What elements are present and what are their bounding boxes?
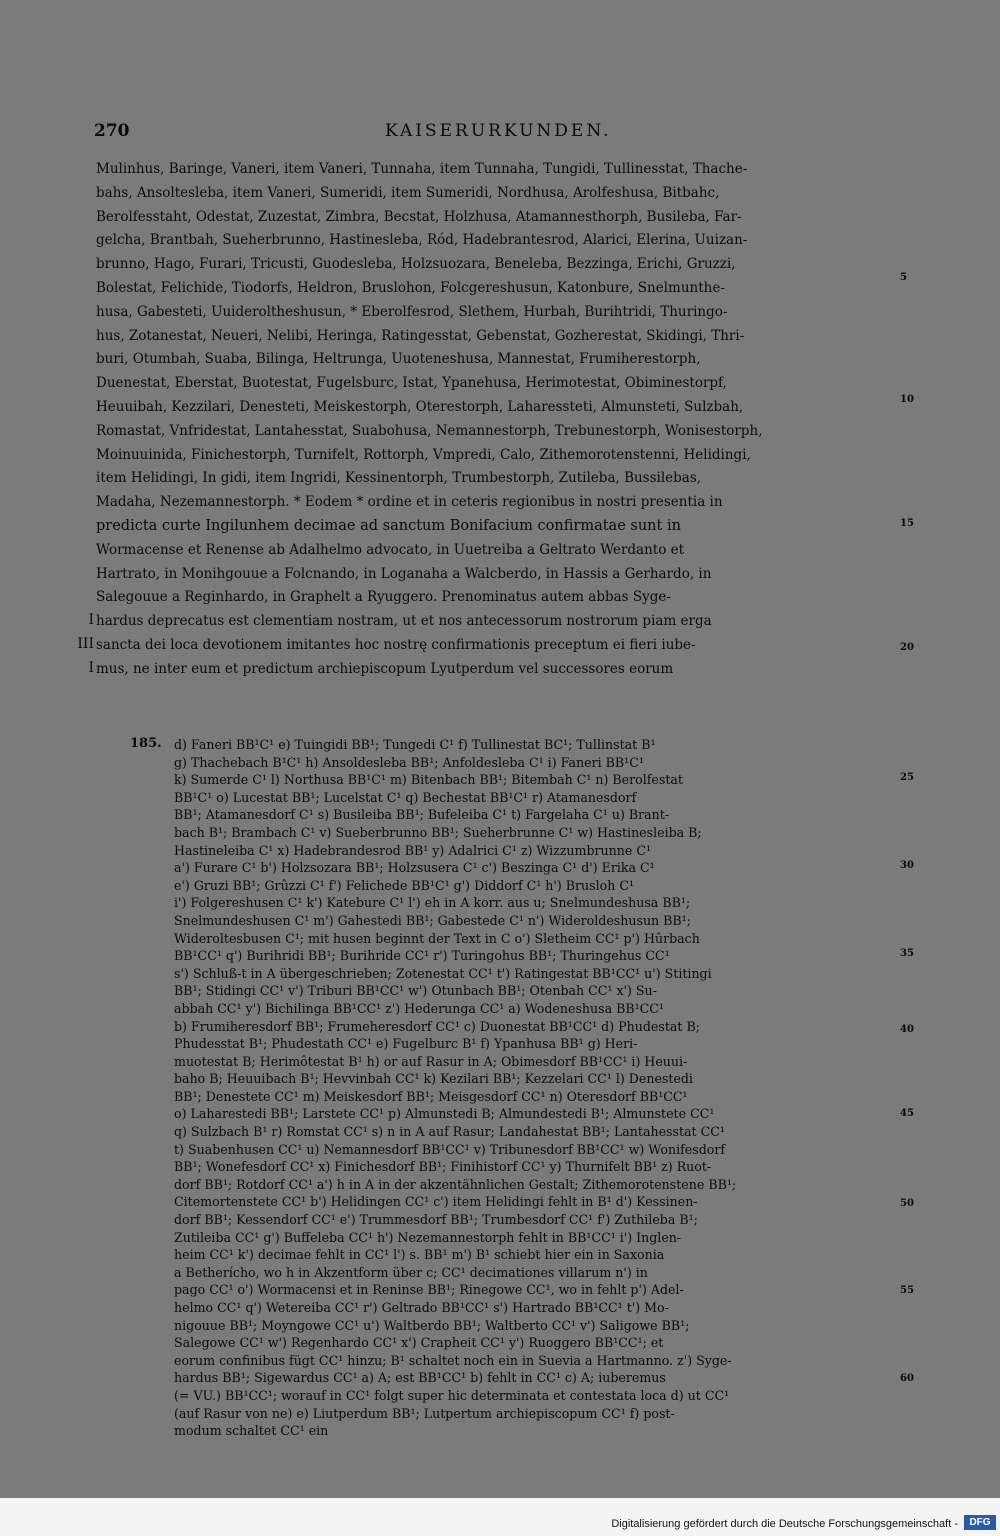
- line-number: 40: [900, 1024, 914, 1035]
- footnote-line: a Betherícho, wo h in Akzentform über c; CC¹ decimationes villarum n') in: [174, 1264, 648, 1280]
- footnote-line: hardus BB¹; Sigewardus CC¹ a) A; est BB¹CC¹ b) fehlt in CC¹ c) A; iuberemus: [174, 1370, 666, 1386]
- footnote-line: modum schaltet CC¹ ein: [174, 1423, 329, 1439]
- dfg-credit: Digitalisierung gefördert durch die Deutsche Forschungsgemeinschaft -: [611, 1518, 958, 1530]
- text-line: bahs, Ansoltesleba, item Vaneri, Sumeridi, item Sumeridi, Nordhusa, Arolfeshusa, Bitbahc,: [96, 184, 720, 201]
- line-number: 20: [900, 642, 914, 653]
- line-number: 55: [900, 1285, 914, 1296]
- footnote-line: abbah CC¹ y') Bichilinga BB¹CC¹ z') Hederunga CC¹ a) Wodeneshusa BB¹CC¹: [174, 1000, 664, 1016]
- footnote-line: Zutileiba CC¹ g') Buffeleba CC¹ h') Nezemannestorph fehlt in BB¹CC¹ i') Inglen-: [174, 1229, 682, 1245]
- line-number: 60: [900, 1373, 914, 1384]
- line-number: 10: [900, 394, 914, 405]
- footnote-line: (= VU.) BB¹CC¹; worauf in CC¹ folgt super hic determinata et contestata loca d) ut CC¹: [174, 1387, 730, 1403]
- text-line: gelcha, Brantbah, Sueherbrunno, Hastinesleba, Ród, Hadebrantesrod, Alarici, Elerina, Uuizan-: [96, 232, 748, 249]
- footnote-line: bach B¹; Brambach C¹ v) Sueberbrunno BB¹; Sueherbrunne C¹ w) Hastinesleiba B;: [174, 824, 702, 840]
- margin-note-left: I: [88, 660, 94, 676]
- text-line: sancta dei loca devotionem imitantes hoc nostrę confirmationis preceptum ei fieri iube-: [96, 636, 696, 653]
- line-number: 25: [900, 772, 914, 783]
- footnote-line: nigouue BB¹; Moyngowe CC¹ u') Waltberdo BB¹; Waltberto CC¹ v') Saligowe BB¹;: [174, 1317, 690, 1333]
- text-line: Wormacense et Renense ab Adalhelmo advocato, in Uuetreiba a Geltrato Werdanto et: [96, 541, 685, 558]
- footnote-line: BB¹; Denestete CC¹ m) Meiskesdorf BB¹; Meisgesdorf CC¹ n) Oteresdorf BB¹CC¹: [174, 1088, 688, 1104]
- line-number: 35: [900, 948, 914, 959]
- text-line: Duenestat, Eberstat, Buotestat, Fugelsburc, Istat, Ypanehusa, Herimotestat, Obiminestorpf,: [96, 375, 727, 392]
- running-title: KAISERURKUNDEN.: [385, 121, 612, 141]
- footnote-line: Wideroltesbusen C¹; mit husen beginnt der Text in C o') Sletheim CC¹ p') Hûrbach: [174, 930, 700, 946]
- text-line: Hartrato, in Monihgouue a Folcnando, in Loganaha a Walcberdo, in Hassis a Gerhardo, in: [96, 565, 712, 582]
- footnote-line: helmo CC¹ q') Wetereiba CC¹ r') Geltrado BB¹CC¹ s') Hartrado BB¹CC¹ t') Mo-: [174, 1300, 669, 1315]
- footnote-line: Phudesstat B¹; Phudestath CC¹ e) Fugelburc B¹ f) Ypanhusa BB¹ g) Heri-: [174, 1036, 638, 1052]
- text-line: predicta curte Ingilunhem decimae ad sanctum Bonifacium confirmatae sunt in: [96, 517, 681, 534]
- line-number: 45: [900, 1108, 914, 1119]
- text-line: hardus deprecatus est clementiam nostram, ut et nos antecessorum nostrorum piam erga: [96, 613, 712, 630]
- text-line: brunno, Hago, Furari, Tricusti, Guodesleba, Holzsuozara, Beneleba, Bezzinga, Erichi, Gruzzi,: [96, 256, 736, 273]
- text-line: Madaha, Nezemannestorph. * Eodem * ordine et in ceteris regionibus in nostri presentia in: [96, 494, 723, 511]
- footnotes-block: [174, 736, 896, 1440]
- footnote-line: g) Thachebach B¹C¹ h) Ansoldesleba BB¹; Anfoldesleba C¹ i) Faneri BB¹C¹: [174, 754, 644, 770]
- footnote-line: BB¹; Atamanesdorf C¹ s) Busileiba BB¹; Bufeleiba C¹ t) Fargelaha C¹ u) Brant-: [174, 807, 670, 823]
- text-line: Mulinhus, Baringe, Vaneri, item Vaneri, Tunnaha, item Tunnaha, Tungidi, Tullinesstat, Thache-: [96, 161, 748, 177]
- footnote-line: d) Faneri BB¹C¹ e) Tuingidi BB¹; Tungedi C¹ f) Tullinestat BC¹; Tullinstat B¹: [174, 737, 656, 752]
- text-line: Moinuuinida, Finichestorph, Turnifelt, Rottorph, Vmpredi, Calo, Zithemorotenstenni, Helidingi,: [96, 446, 751, 463]
- footnote-line: q) Sulzbach B¹ r) Romstat CC¹ s) n in A auf Rasur; Landahestat BB¹; Lantahesstat CC¹: [174, 1124, 725, 1140]
- footnote-line: Citemortenstete CC¹ b') Helidingen CC¹ c') item Helidingi fehlt in B¹ d') Kessinen-: [174, 1194, 698, 1210]
- footnote-line: a') Furare C¹ b') Holzsozara BB¹; Holzsusera C¹ c') Beszinga C¹ d') Erika C¹: [174, 860, 655, 876]
- footnote-line: (auf Rasur von ne) e) Liutperdum BB¹; Lutpertum archiepiscopum CC¹ f) post-: [174, 1405, 675, 1421]
- dfg-logo[interactable]: DFG: [964, 1515, 996, 1530]
- main-text-block: [96, 158, 892, 682]
- footnote-line: Hastineleiba C¹ x) Hadebrandesrod BB¹ y) Adalrici C¹ z) Wizzumbrunne C¹: [174, 842, 652, 858]
- document-number: 185.: [130, 736, 162, 751]
- text-line: hus, Zotanestat, Neueri, Nelibi, Heringa, Ratingesstat, Gebenstat, Gozherestat, Skidingi, Thri-: [96, 327, 745, 344]
- footnote-line: k) Sumerde C¹ l) Northusa BB¹C¹ m) Bitenbach BB¹; Bitembah C¹ n) Berolfestat: [174, 772, 683, 788]
- text-line: item Helidingi, In gidi, item Ingridi, Kessinentorph, Trumbestorph, Zutileba, Bussilebas,: [96, 470, 702, 487]
- footnote-line: BB¹C¹ o) Lucestat BB¹; Lucelstat C¹ q) Bechestat BB¹C¹ r) Atamanesdorf: [174, 789, 637, 805]
- line-number: 30: [900, 860, 914, 871]
- text-line: Romastat, Vnfridestat, Lantahesstat, Suabohusa, Nemannestorph, Trebunestorph, Wonisestorph,: [96, 422, 763, 439]
- text-line: mus, ne inter eum et predictum archiepiscopum Lyutperdum vel successores eorum: [96, 660, 674, 677]
- text-line: Bolestat, Felichide, Tiodorfs, Heldron, Bruslohon, Folcgereshusun, Katonbure, Snelmunthe-: [96, 279, 725, 296]
- footnote-line: muotestat B; Herimôtestat B¹ h) or auf Rasur in A; Obimesdorf BB¹CC¹ i) Heuui-: [174, 1053, 688, 1069]
- line-number: 5: [900, 272, 907, 283]
- line-number: 15: [900, 518, 914, 529]
- footnote-line: BB¹; Stidingi CC¹ v') Triburi BB¹CC¹ w') Otunbach BB¹; Otenbah CC¹ x') Su-: [174, 983, 657, 999]
- text-line: Salegouue a Reginhardo, in Graphelt a Ryuggero. Prenominatus autem abbas Syge-: [96, 589, 671, 606]
- footnote-line: Snelmundeshusen C¹ m') Gahestedi BB¹; Gabestede C¹ n') Wideroldeshusun BB¹;: [174, 912, 691, 928]
- line-number: 50: [900, 1198, 914, 1209]
- page-number: 270: [94, 121, 130, 141]
- footnote-line: BB¹; Wonefesdorf CC¹ x) Finichesdorf BB¹; Finihistorf CC¹ y) Thurnifelt BB¹ z) Ruot-: [174, 1159, 712, 1175]
- footnote-line: e') Gruzi BB¹; Grûzzi C¹ f') Felichede BB¹C¹ g') Diddorf C¹ h') Brusloh C¹: [174, 877, 635, 893]
- margin-note-left: III: [77, 636, 94, 652]
- footnote-line: s') Schluß-t in A übergeschrieben; Zotenestat CC¹ t') Ratingestat BB¹CC¹ u') Stitingi: [174, 965, 712, 981]
- margin-note-left: I: [88, 612, 94, 628]
- footnote-line: heim CC¹ k') decimae fehlt in CC¹ l') s. BB¹ m') B¹ schiebt hier ein in Saxonia: [174, 1247, 665, 1263]
- text-line: Berolfesstaht, Odestat, Zuzestat, Zimbra, Becstat, Holzhusa, Atamannesthorph, Busileba, Far-: [96, 208, 742, 225]
- footnote-line: i') Folgereshusen C¹ k') Katebure C¹ l') eh in A korr. aus u; Snelmundeshusa BB¹;: [174, 895, 691, 911]
- footnote-line: t) Suabenhusen CC¹ u) Nemannesdorf BB¹CC¹ v) Tribunesdorf BB¹CC¹ w) Wonifesdorf: [174, 1141, 726, 1157]
- footnote-line: o) Laharestedi BB¹; Larstete CC¹ p) Almunstedi B; Almundestedi B¹; Almunstete CC¹: [174, 1106, 715, 1122]
- footnote-line: b) Frumiheresdorf BB¹; Frumeheresdorf CC¹ c) Duonestat BB¹CC¹ d) Phudestat B;: [174, 1018, 700, 1034]
- footnote-line: dorf BB¹; Kessendorf CC¹ e') Trummesdorf BB¹; Trumbesdorf CC¹ f') Zuthileba B¹;: [174, 1212, 698, 1228]
- footnote-line: dorf BB¹; Rotdorf CC¹ a') h in A in der akzentähnlichen Gestalt; Zithemorotenstene BB¹;: [174, 1176, 737, 1192]
- footnote-line: BB¹CC¹ q') Burihridi BB¹; Burihride CC¹ r') Turingohus BB¹; Thuringehus CC¹: [174, 948, 670, 964]
- text-line: buri, Otumbah, Suaba, Bilinga, Heltrunga, Uuoteneshusa, Mannestat, Frumiherestorph,: [96, 351, 701, 368]
- footnote-line: Salegowe CC¹ w') Regenhardo CC¹ x') Crapheit CC¹ y') Ruoggero BB¹CC¹; et: [174, 1335, 664, 1351]
- text-line: husa, Gabesteti, Uuideroltheshusun, * Eberolfesrod, Slethem, Hurbah, Burihtridi, Thuringo-: [96, 303, 728, 320]
- footnote-line: eorum confinibus fügt CC¹ hinzu; B¹ schaltet noch ein in Suevia a Hartmanno. z') Syge-: [174, 1352, 732, 1368]
- footer-bar: [0, 1498, 1000, 1536]
- footnote-line: baho B; Heuuibach B¹; Hevvinbah CC¹ k) Kezilari BB¹; Kezzelari CC¹ l) Denestedi: [174, 1071, 693, 1087]
- footnote-line: pago CC¹ o') Wormacensi et in Reninse BB¹; Rinegowe CC¹, wo in fehlt p') Adel-: [174, 1282, 684, 1298]
- text-line: Heuuibah, Kezzilari, Denesteti, Meiskestorph, Oterestorph, Laharessteti, Almunsteti, Sulzbah,: [96, 398, 744, 415]
